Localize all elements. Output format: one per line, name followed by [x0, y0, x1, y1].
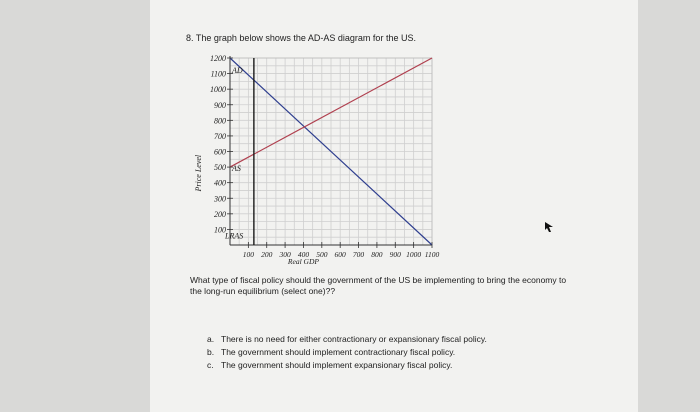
x-axis-label: Real GDP [287, 257, 319, 266]
y-tick-label: 900 [214, 100, 226, 110]
x-tick-label: 100 [242, 250, 254, 259]
option-a[interactable] [207, 333, 577, 346]
y-tick-label: 300 [214, 194, 226, 204]
option-c-text: The government should implement expansionary fiscal policy. [221, 360, 453, 370]
question-prompt: What type of fiscal policy should the government of the US be implementing to bring the economy to the long-run equilibrium (select one)?? [190, 275, 567, 296]
option-c[interactable] [207, 359, 577, 372]
mouse-cursor-icon [545, 222, 553, 232]
y-tick-label: 700 [214, 131, 226, 141]
annotation-ad: AD [232, 66, 243, 75]
y-tick-label: 600 [214, 147, 226, 157]
x-tick-label: 1000 [406, 250, 422, 259]
y-axis-label: Price Level [194, 154, 203, 192]
x-tick-label: 200 [261, 250, 273, 259]
option-a-letter: a. [207, 334, 215, 344]
y-tick-label: 1100 [210, 69, 226, 79]
x-tick-label: 800 [371, 250, 383, 259]
x-tick-label: 700 [352, 250, 365, 259]
y-tick-label: 800 [214, 116, 226, 126]
annotation-as: AS [232, 164, 241, 174]
option-c-letter: c. [207, 360, 214, 370]
chart-labels [194, 66, 319, 266]
option-b-text: The government should implement contractionary fiscal policy. [221, 347, 456, 357]
answer-options [207, 333, 577, 372]
x-tick-label: 400 [297, 250, 310, 259]
y-tick-label: 200 [214, 209, 226, 219]
option-b[interactable] [207, 346, 577, 359]
annotation-lras: LRAS [225, 231, 244, 241]
option-b-letter: b. [207, 347, 215, 357]
y-tick-label: 100 [214, 225, 226, 235]
question-title: 8. The graph below shows the AD-AS diagram for the US. [186, 33, 416, 43]
y-tick-label: 1000 [210, 85, 226, 95]
y-tick-label: 1200 [210, 54, 226, 63]
x-tick-label: 600 [334, 250, 346, 259]
x-tick-label: 300 [279, 250, 291, 259]
option-a-text: There is no need for either contractionary or expansionary fiscal policy. [221, 334, 487, 344]
y-tick-label: 500 [214, 163, 226, 173]
x-tick-label: 900 [389, 250, 401, 259]
y-tick-label: 400 [214, 178, 226, 188]
tick-labels [210, 54, 439, 259]
x-tick-label: 1100 [424, 250, 440, 259]
x-tick-label: 500 [316, 250, 328, 259]
